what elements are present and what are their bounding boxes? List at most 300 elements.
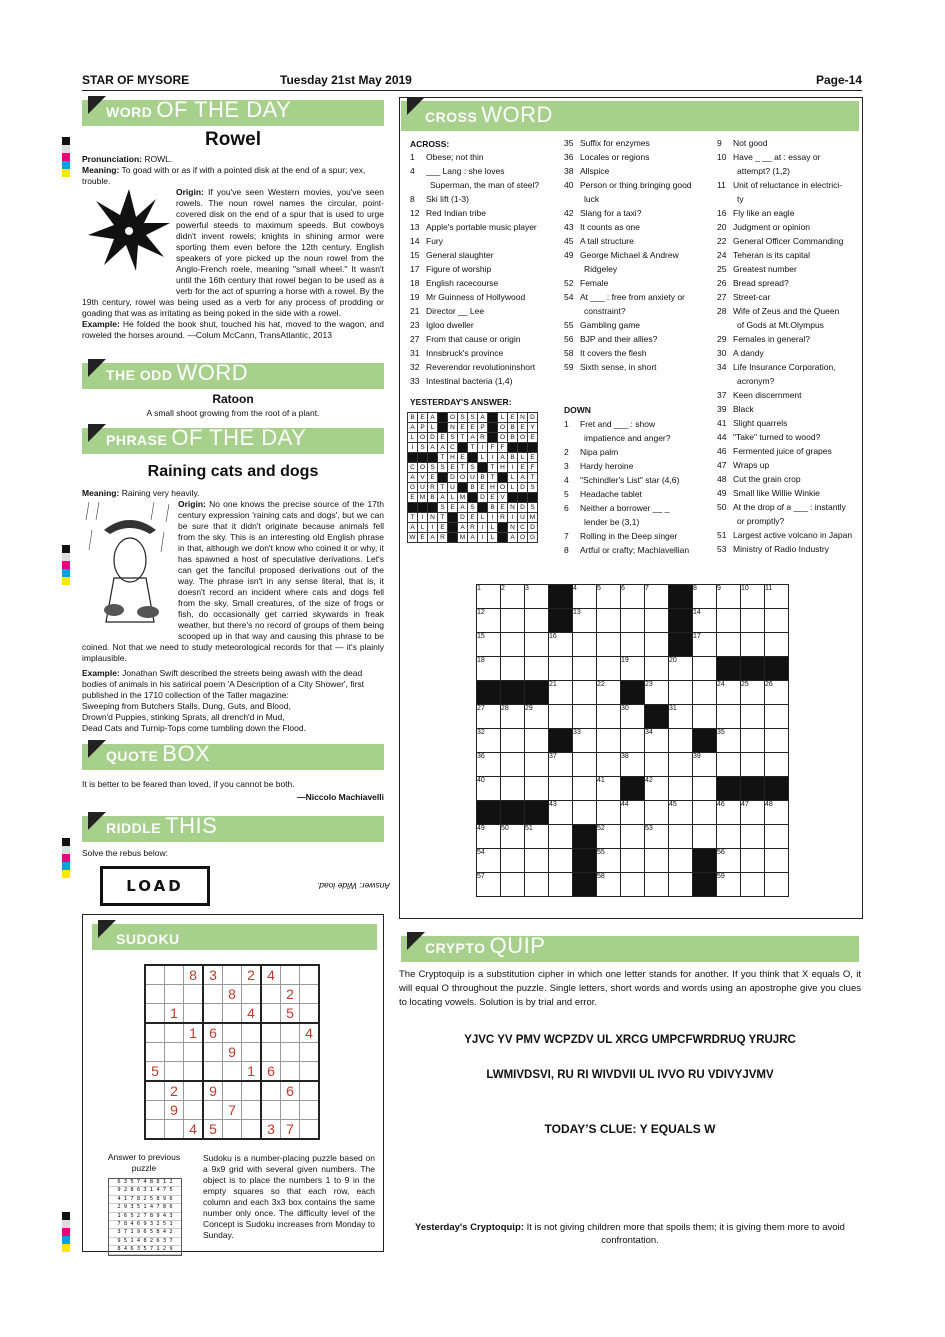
crossword-cell[interactable] <box>597 657 621 681</box>
clue-text: Gambling game <box>580 320 641 330</box>
crossword-cell[interactable]: 21 <box>549 681 573 705</box>
crossword-cell[interactable] <box>741 753 765 777</box>
yesterday-cell: I <box>488 513 498 523</box>
sudoku-cell[interactable] <box>223 1004 242 1024</box>
sudoku-cell[interactable]: 4 <box>261 965 281 985</box>
crossword-cell[interactable]: 19 <box>621 657 645 681</box>
crossword-cell[interactable]: 36 <box>477 753 501 777</box>
yesterday-cell <box>498 533 508 543</box>
sudoku-cell[interactable] <box>300 1101 320 1120</box>
yesterday-cell <box>458 443 468 453</box>
crossword-banner <box>401 101 859 131</box>
crossword-cell[interactable] <box>693 657 717 681</box>
crossword-cell[interactable]: 27 <box>477 705 501 729</box>
crossword-cell[interactable] <box>765 705 789 729</box>
clue-item <box>564 515 714 529</box>
crossword-cell[interactable] <box>765 873 789 897</box>
crossword-cell[interactable] <box>693 801 717 825</box>
crossword-cell[interactable] <box>573 705 597 729</box>
crossword-cell[interactable]: 44 <box>621 801 645 825</box>
crossword-cell[interactable] <box>765 633 789 657</box>
sudoku-cell[interactable] <box>223 1062 242 1082</box>
sudoku-cell[interactable]: 9 <box>203 1081 223 1101</box>
sudoku-cell[interactable] <box>242 1043 262 1062</box>
crossword-cell[interactable] <box>525 849 549 873</box>
sudoku-cell[interactable] <box>281 965 300 985</box>
crossword-cell[interactable] <box>741 825 765 849</box>
crossword-cell[interactable] <box>549 777 573 801</box>
crossword-cell[interactable] <box>765 849 789 873</box>
banner-label-2: WORD <box>176 360 249 385</box>
sudoku-cell[interactable] <box>184 985 204 1004</box>
yesterday-cell <box>438 423 448 433</box>
clue-number: 13 <box>410 222 420 232</box>
crossword-cell[interactable] <box>765 753 789 777</box>
word-title: Rowel <box>205 129 261 150</box>
sudoku-cell[interactable] <box>242 1081 262 1101</box>
yesterday-cell: L <box>508 473 518 483</box>
banner-triangle-icon <box>88 96 106 114</box>
banner-label: THE ODD <box>106 367 173 383</box>
crossword-cell[interactable] <box>669 873 693 897</box>
crossword-cell[interactable] <box>597 633 621 657</box>
yesterday-cell: R <box>498 513 508 523</box>
yesterday-cell: W <box>409 534 416 541</box>
sudoku-cell[interactable] <box>203 1043 223 1062</box>
sudoku-cell[interactable] <box>184 1081 204 1101</box>
sudoku-cell[interactable] <box>145 1023 165 1043</box>
crossword-cell[interactable] <box>717 633 741 657</box>
sudoku-cell[interactable] <box>281 1023 300 1043</box>
crossword-cell[interactable] <box>573 753 597 777</box>
crossword-cell[interactable]: 34 <box>645 729 669 753</box>
crossword-cell[interactable] <box>741 849 765 873</box>
crossword-black-cell <box>765 777 789 801</box>
clue-text: Not good <box>733 138 768 148</box>
sudoku-cell[interactable] <box>165 1062 184 1082</box>
sudoku-cell[interactable]: 7 <box>281 1120 300 1140</box>
crossword-cell[interactable]: 29 <box>525 705 549 729</box>
crossword-cell[interactable] <box>573 777 597 801</box>
crossword-cell[interactable] <box>645 657 669 681</box>
origin-label: Origin: <box>176 187 204 197</box>
clue-number: 11 <box>717 180 726 190</box>
crossword-cell[interactable]: 12 <box>477 609 501 633</box>
sudoku-cell[interactable] <box>261 1043 281 1062</box>
crossword-cell[interactable] <box>693 705 717 729</box>
sudoku-cell[interactable] <box>184 1004 204 1024</box>
sudoku-cell[interactable]: 1 <box>242 1062 262 1082</box>
crossword-cell[interactable] <box>645 873 669 897</box>
sudoku-cell[interactable]: 1 <box>165 1004 184 1024</box>
crossword-cell[interactable] <box>501 753 525 777</box>
sudoku-grid[interactable] <box>144 964 320 1140</box>
sudoku-cell[interactable] <box>203 1004 223 1024</box>
clue-item <box>410 346 560 360</box>
clue-number: 48 <box>717 474 727 484</box>
crossword-cell[interactable]: 50 <box>501 825 525 849</box>
sudoku-cell[interactable] <box>261 1004 281 1024</box>
sudoku-cell[interactable] <box>203 1062 223 1082</box>
crossword-cell[interactable] <box>669 849 693 873</box>
clue-text: Innsbruck's province <box>426 348 504 358</box>
crossword-cell[interactable] <box>669 681 693 705</box>
cryptoquip-intro: The Cryptoquip is a substitution cipher in which one letter stands for another. If you think that X equals O, it will equal O throughout the puzzle. Single letters, short words and words using an apostrophe give you clues to locating vowels. Solution is by trial and error. <box>399 969 861 1008</box>
sudoku-cell[interactable]: 6 <box>261 1062 281 1082</box>
yesterday-cell: N <box>518 413 528 423</box>
yesterday-cell: M <box>458 493 468 503</box>
crossword-cell[interactable] <box>525 753 549 777</box>
crossword-cell[interactable] <box>645 609 669 633</box>
yesterday-cell: I <box>508 463 518 473</box>
pron-text: ROWL. <box>144 154 173 164</box>
crossword-cell[interactable]: 15 <box>477 633 501 657</box>
sudoku-cell[interactable] <box>300 1004 320 1024</box>
crossword-cell[interactable]: 41 <box>597 777 621 801</box>
clue-number: 39 <box>717 404 727 414</box>
sudoku-cell[interactable]: 2 <box>165 1081 184 1101</box>
crossword-cell[interactable] <box>573 681 597 705</box>
crossword-cell[interactable]: 25 <box>741 681 765 705</box>
clue-text: Neither a borrower __ _ <box>580 503 670 513</box>
crossword-cell[interactable]: 55 <box>597 849 621 873</box>
crossword-cell[interactable] <box>597 609 621 633</box>
sudoku-cell[interactable] <box>145 1004 165 1024</box>
crossword-cell[interactable]: 13 <box>573 609 597 633</box>
crossword-cell[interactable]: 48 <box>765 801 789 825</box>
crossword-cell[interactable] <box>597 705 621 729</box>
crossword-cell[interactable] <box>525 873 549 897</box>
clue-number: 42 <box>564 208 574 218</box>
sudoku-cell[interactable] <box>281 1043 300 1062</box>
crossword-cell[interactable] <box>621 609 645 633</box>
sudoku-cell[interactable] <box>300 1043 320 1062</box>
sudoku-cell[interactable] <box>145 1120 165 1140</box>
crossword-cell[interactable] <box>525 657 549 681</box>
crossword-cell[interactable]: 11 <box>765 585 789 609</box>
crossword-cell[interactable] <box>621 633 645 657</box>
word-of-day-banner <box>82 97 384 126</box>
sudoku-cell[interactable]: 1 <box>184 1023 204 1043</box>
yesterday-cell: P <box>418 423 428 433</box>
crossword-cell[interactable] <box>645 753 669 777</box>
crossword-cell[interactable]: 23 <box>645 681 669 705</box>
crossword-cell[interactable] <box>693 777 717 801</box>
crossword-cell[interactable] <box>669 753 693 777</box>
yesterday-cell <box>508 493 518 503</box>
crossword-cell[interactable]: 9 <box>717 585 741 609</box>
crossword-cell[interactable] <box>621 849 645 873</box>
crossword-cell[interactable]: 46 <box>717 801 741 825</box>
sudoku-cell[interactable] <box>261 1023 281 1043</box>
banner-triangle-icon <box>88 359 106 377</box>
sudoku-cell[interactable]: 4 <box>300 1023 320 1043</box>
crossword-cell[interactable] <box>525 729 549 753</box>
crossword-cell[interactable] <box>501 873 525 897</box>
down-clues-1 <box>564 417 714 557</box>
crossword-cell[interactable]: 31 <box>669 705 693 729</box>
crossword-cell[interactable]: 35 <box>717 729 741 753</box>
clue-text: of Gods at Mt.Olympus <box>737 320 824 330</box>
crossword-grid[interactable] <box>476 584 789 897</box>
yesterday-cell: L <box>508 483 518 493</box>
crossword-cell[interactable] <box>741 873 765 897</box>
crossword-cell[interactable]: 22 <box>597 681 621 705</box>
sudoku-cell[interactable] <box>184 1062 204 1082</box>
crossword-cell[interactable] <box>645 849 669 873</box>
sudoku-cell[interactable] <box>281 1101 300 1120</box>
clue-item <box>564 459 714 473</box>
sudoku-cell[interactable]: 8 <box>223 985 242 1004</box>
crossword-cell[interactable]: 58 <box>597 873 621 897</box>
yesterday-cell: A <box>408 523 418 533</box>
crossword-cell[interactable] <box>669 777 693 801</box>
yesterday-cell: T <box>458 463 468 473</box>
crossword-cell[interactable]: 47 <box>741 801 765 825</box>
yesterday-cell: Y <box>528 423 538 433</box>
crossword-cell[interactable] <box>669 825 693 849</box>
sudoku-cell[interactable] <box>165 965 184 985</box>
sudoku-cell[interactable]: 9 <box>165 1101 184 1120</box>
sudoku-cell[interactable] <box>261 1101 281 1120</box>
crossword-cell[interactable] <box>741 729 765 753</box>
crossword-black-cell <box>549 729 573 753</box>
crossword-cell[interactable]: 40 <box>477 777 501 801</box>
crossword-cell[interactable]: 39 <box>693 753 717 777</box>
crossword-cell[interactable] <box>549 873 573 897</box>
sudoku-cell[interactable]: 4 <box>184 1120 204 1140</box>
crossword-cell[interactable] <box>525 777 549 801</box>
crossword-cell[interactable] <box>741 705 765 729</box>
previous-sudoku-answer <box>108 1178 182 1256</box>
sudoku-cell[interactable] <box>300 1120 320 1140</box>
yesterday-cell <box>428 503 438 513</box>
sudoku-cell[interactable] <box>242 1120 262 1140</box>
crossword-cell[interactable]: 57 <box>477 873 501 897</box>
sudoku-cell[interactable] <box>300 965 320 985</box>
clue-number: 6 <box>564 503 569 513</box>
poem-line: Drown'd Puppies, stinking Sprats, all drench'd in Mud, <box>82 712 285 722</box>
clue-item <box>717 528 857 542</box>
phrase-example <box>82 668 384 734</box>
sudoku-cell[interactable] <box>223 1023 242 1043</box>
phrase-title: Raining cats and dogs <box>147 463 319 480</box>
sudoku-cell[interactable] <box>145 965 165 985</box>
sudoku-cell[interactable] <box>203 985 223 1004</box>
crossword-cell[interactable] <box>501 609 525 633</box>
crossword-cell[interactable] <box>597 729 621 753</box>
sudoku-cell[interactable]: 5 <box>281 1004 300 1024</box>
sudoku-cell[interactable] <box>223 1081 242 1101</box>
crossword-cell[interactable] <box>765 825 789 849</box>
crossword-black-cell <box>669 633 693 657</box>
crossword-cell[interactable] <box>645 633 669 657</box>
sudoku-cell[interactable] <box>223 965 242 985</box>
crossword-cell[interactable] <box>501 849 525 873</box>
crossword-cell[interactable]: 18 <box>477 657 501 681</box>
riddle-answer: Answer: Wide load. <box>316 881 390 891</box>
sudoku-cell[interactable] <box>242 1023 262 1043</box>
clue-number: 23 <box>410 320 420 330</box>
crossword-cell[interactable] <box>717 753 741 777</box>
crossword-cell[interactable]: 38 <box>621 753 645 777</box>
crossword-cell[interactable]: 1 <box>477 585 501 609</box>
sudoku-cell[interactable]: 8 <box>184 965 204 985</box>
crossword-cell[interactable]: 4 <box>573 585 597 609</box>
crossword-cell[interactable] <box>525 633 549 657</box>
crossword-cell[interactable] <box>525 609 549 633</box>
sudoku-cell[interactable] <box>261 985 281 1004</box>
banner-label-2: WORD <box>481 102 553 127</box>
sudoku-cell[interactable] <box>242 1101 262 1120</box>
crossword-cell[interactable] <box>765 609 789 633</box>
sudoku-cell[interactable] <box>242 985 262 1004</box>
sudoku-cell[interactable]: 2 <box>242 965 262 985</box>
crossword-cell[interactable]: 16 <box>549 633 573 657</box>
clue-number: 27 <box>717 292 727 302</box>
sudoku-cell[interactable] <box>145 1081 165 1101</box>
crossword-cell[interactable]: 8 <box>693 585 717 609</box>
crossword-cell[interactable]: 42 <box>645 777 669 801</box>
crossword-cell[interactable]: 37 <box>549 753 573 777</box>
crossword-cell[interactable]: 43 <box>549 801 573 825</box>
crossword-cell[interactable] <box>717 609 741 633</box>
crossword-cell[interactable]: 59 <box>717 873 741 897</box>
sudoku-cell[interactable]: 4 <box>242 1004 262 1024</box>
crossword-cell[interactable]: 53 <box>645 825 669 849</box>
sudoku-cell[interactable]: 3 <box>203 965 223 985</box>
crossword-cell[interactable]: 20 <box>669 657 693 681</box>
previous-answer-row: 9 2 8 6 3 1 4 7 5 <box>109 1187 181 1195</box>
previous-answer-label: Answer to previous puzzle <box>107 1152 181 1173</box>
crossword-cell[interactable]: 56 <box>717 849 741 873</box>
crossword-cell[interactable] <box>621 873 645 897</box>
crossword-cell[interactable]: 24 <box>717 681 741 705</box>
sudoku-cell[interactable]: 9 <box>223 1043 242 1062</box>
sudoku-cell[interactable] <box>145 1043 165 1062</box>
crossword-cell[interactable] <box>597 753 621 777</box>
clue-text: Ski lift (1-3) <box>426 194 469 204</box>
crossword-cell[interactable]: 6 <box>621 585 645 609</box>
yesterday-cell: M <box>418 493 428 503</box>
crossword-cell[interactable] <box>765 729 789 753</box>
sudoku-cell[interactable] <box>165 985 184 1004</box>
sudoku-cell[interactable] <box>145 1101 165 1120</box>
clue-text: Mr Guinness of Hollywood <box>426 292 526 302</box>
crossword-cell[interactable] <box>549 705 573 729</box>
crossword-cell[interactable] <box>597 801 621 825</box>
sudoku-cell[interactable] <box>145 985 165 1004</box>
crossword-cell[interactable] <box>501 657 525 681</box>
clue-item <box>717 430 857 444</box>
crossword-cell[interactable] <box>717 705 741 729</box>
crossword-cell[interactable] <box>573 633 597 657</box>
sudoku-cell[interactable] <box>165 1120 184 1140</box>
crossword-cell[interactable]: 52 <box>597 825 621 849</box>
clue-text: Hardy heroine <box>580 461 634 471</box>
sudoku-cell[interactable] <box>261 1081 281 1101</box>
cryptoquip-line-2: LWMIVDSVI, RU RI WIVDVII UL IVVO RU VDIVYJVMV <box>486 1069 774 1081</box>
sudoku-cell[interactable] <box>281 1062 300 1082</box>
yesterday-cell: S <box>528 483 538 493</box>
sudoku-cell[interactable]: 2 <box>281 985 300 1004</box>
crossword-cell[interactable] <box>693 681 717 705</box>
crossword-cell[interactable] <box>501 729 525 753</box>
crossword-cell[interactable] <box>549 849 573 873</box>
crossword-cell[interactable] <box>621 729 645 753</box>
crossword-cell[interactable] <box>741 609 765 633</box>
crossword-cell[interactable] <box>549 825 573 849</box>
sudoku-cell[interactable] <box>184 1101 204 1120</box>
crossword-cell[interactable] <box>669 729 693 753</box>
crossword-cell[interactable]: 7 <box>645 585 669 609</box>
sudoku-cell[interactable] <box>165 1023 184 1043</box>
sudoku-cell[interactable]: 6 <box>203 1023 223 1043</box>
yesterday-cell: O <box>498 423 508 433</box>
crossword-cell[interactable]: 33 <box>573 729 597 753</box>
crossword-cell[interactable]: 49 <box>477 825 501 849</box>
crossword-cell[interactable]: 17 <box>693 633 717 657</box>
yesterday-cell: A <box>478 413 488 423</box>
clue-number: 55 <box>564 320 574 330</box>
clue-item <box>410 164 560 178</box>
crossword-cell[interactable] <box>717 825 741 849</box>
sudoku-cell[interactable] <box>165 1043 184 1062</box>
yesterday-cell: T <box>458 433 468 443</box>
crossword-cell[interactable] <box>645 801 669 825</box>
crossword-cell[interactable] <box>549 657 573 681</box>
sudoku-cell[interactable]: 6 <box>281 1081 300 1101</box>
crossword-cell[interactable]: 54 <box>477 849 501 873</box>
crossword-cell[interactable]: 2 <box>501 585 525 609</box>
sudoku-cell[interactable]: 5 <box>145 1062 165 1082</box>
crossword-cell[interactable] <box>621 825 645 849</box>
crossword-cell[interactable]: 51 <box>525 825 549 849</box>
sudoku-cell[interactable] <box>203 1101 223 1120</box>
sudoku-cell[interactable] <box>300 985 320 1004</box>
yesterday-cell: A <box>458 503 468 513</box>
clue-number: 41 <box>717 418 727 428</box>
crossword-cell[interactable]: 14 <box>693 609 717 633</box>
crossword-cell[interactable]: 45 <box>669 801 693 825</box>
meaning-text: To goad with or as if with a pointed disk at the end of a spur; vex, trouble. <box>82 165 366 186</box>
crossword-cell[interactable] <box>693 825 717 849</box>
crossword-cell[interactable] <box>741 633 765 657</box>
clue-text: Intestinal bacteria (1,4) <box>426 376 513 386</box>
crossword-cell[interactable]: 3 <box>525 585 549 609</box>
crossword-cell[interactable]: 32 <box>477 729 501 753</box>
crossword-cell[interactable] <box>573 801 597 825</box>
sudoku-cell[interactable] <box>300 1062 320 1082</box>
crossword-cell[interactable]: 26 <box>765 681 789 705</box>
sudoku-cell[interactable] <box>223 1120 242 1140</box>
sudoku-cell[interactable]: 5 <box>203 1120 223 1140</box>
crossword-cell[interactable]: 28 <box>501 705 525 729</box>
crossword-cell[interactable]: 5 <box>597 585 621 609</box>
sudoku-cell[interactable]: 3 <box>261 1120 281 1140</box>
crossword-cell[interactable]: 30 <box>621 705 645 729</box>
crossword-cell[interactable] <box>501 777 525 801</box>
clue-text: ___ Lang : she loves <box>426 166 505 176</box>
crossword-cell[interactable]: 10 <box>741 585 765 609</box>
crossword-cell[interactable] <box>573 657 597 681</box>
yesterday-cell <box>468 493 478 503</box>
clue-text: Females in general? <box>733 334 811 344</box>
sudoku-cell[interactable] <box>300 1081 320 1101</box>
sudoku-cell[interactable] <box>184 1043 204 1062</box>
sudoku-cell[interactable]: 7 <box>223 1101 242 1120</box>
crossword-cell[interactable] <box>501 633 525 657</box>
